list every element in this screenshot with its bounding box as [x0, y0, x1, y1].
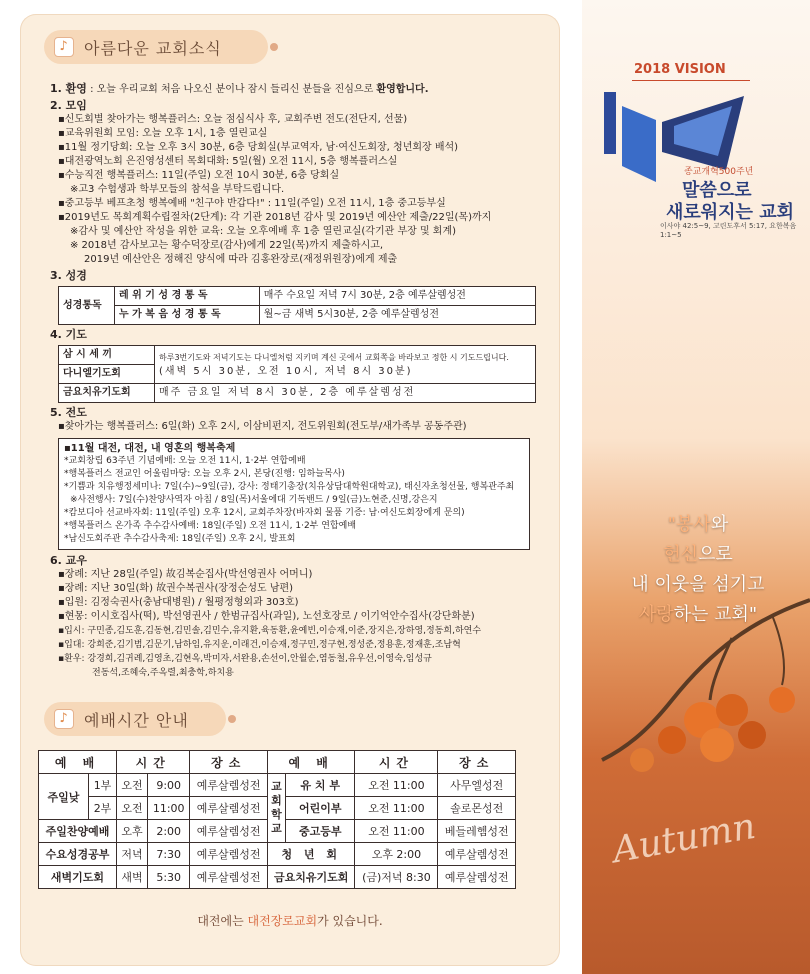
festival-item: *기쁨과 치유행정세미나: 7일(수)~9일(금), 강사: 정태기총장(치유상담대학원대학교), 태신자초청선물, 행복관주최: [64, 482, 515, 492]
member-item: ▪입시: 구민종,김도훈,김동현,김민솔,김민수,유지환,육동환,윤예빈,이승재,이준,장지은,장하영,정동희,하연수: [58, 626, 482, 636]
bible-row-time: 월~금 새벽 5시30분, 2층 예루살렘성전: [259, 306, 535, 325]
persimmon-branch-illustration: [582, 560, 810, 820]
bible-row-name: 누 가 복 음 성 경 통 독: [115, 306, 260, 325]
place: 사무엘성전: [438, 774, 516, 797]
place: 예루살렘성전: [190, 774, 268, 797]
sched-head: 시간: [117, 751, 190, 774]
place: 예루살렘성전: [438, 866, 516, 889]
place: 예루살렘성전: [438, 843, 516, 866]
footer-church-name: 대전장로교회: [247, 914, 318, 928]
season-script: Autumn: [609, 805, 759, 872]
festival-note: ※사전행사: 7일(수)찬양사역자 아침 / 8일(목)서울에대 기독밴드 / 9일(금)노현준,신명,강은지: [70, 495, 438, 505]
vision-subtitle: 종교개혁500주년: [684, 167, 754, 177]
friday-prayer-name: 금요치유기도회: [59, 384, 155, 403]
slogan-line3: 내 이웃을 섬기고: [631, 574, 765, 595]
gathering-item: ▪대전광역노회 은진영성센터 목회대화: 5일(월) 오전 11시, 5층 행복플러스실: [58, 156, 398, 167]
school-label: 교회학교: [267, 774, 285, 843]
member-item: ▪현몽: 이시호집사(떡), 박선영권사 / 한범규집사(과일), 노선호장로 / 이기억안수집사(강단화분): [58, 611, 475, 622]
members-label: 6. 교우: [50, 554, 87, 567]
member-item: ▪환우: 강경희,김귀례,김영초,김현옥,박미자,서완용,손선이,안월순,염동철,유우선,이영숙,임성규: [58, 654, 432, 664]
time: 5:30: [147, 866, 189, 889]
vision-year: 2018 VISION: [634, 62, 726, 77]
ampm: 오전: [117, 797, 148, 820]
gathering-item: ▪중고등부 베프초청 행복예배 "친구야 반갑다!" : 11일(주일) 오전 11시, 1층 중고등부실: [58, 198, 446, 209]
service-name: 수요성경공부: [39, 843, 117, 866]
footer-note: [20, 912, 560, 929]
ampm: 저녁: [117, 843, 148, 866]
header-dot: [228, 715, 236, 723]
member-item: 전동석,조혜숙,주옥렬,최충학,하치용: [92, 668, 234, 678]
gathering-note: 2019년 예산안은 정해진 양식에 따라 김홍완장로(재정위원장)에게 제출: [84, 254, 398, 265]
vision-underline: [632, 80, 750, 81]
sched-head: 예 배: [267, 751, 354, 774]
time: 오전 11:00: [355, 820, 438, 843]
news-content: [50, 82, 550, 680]
bible-row-name: 레 위 기 성 경 통 독: [115, 287, 260, 306]
sched-head: 시간: [355, 751, 438, 774]
gathering-item: ▪11월 정기당회: 오늘 오후 3시 30분, 6층 당회실(부교역자, 남·여신도회장, 청년회장 배석): [58, 142, 459, 153]
prayer-desc: [155, 346, 536, 384]
sched-head: 장소: [190, 751, 268, 774]
time: 오전 11:00: [355, 797, 438, 820]
dept-name: 금요치유기도회: [267, 866, 354, 889]
gathering-note: ※고3 수험생과 학부모들의 참석을 부탁드립니다.: [70, 184, 285, 195]
festival-item: *남신도회주관 추수감사축제: 18일(주일) 오후 2시, 발표회: [64, 534, 296, 544]
gathering-item: ▪2019년도 목회계획수립절차(2단계): 각 기관 2018년 감사 및 2019년 예산안 제출/22일(목)까지: [58, 212, 492, 223]
news-header: [44, 30, 268, 64]
festival-item: *교회창립 63주년 기념예배: 오늘 오전 11시, 1·2부 연합예배: [64, 456, 306, 466]
time: 2:00: [147, 820, 189, 843]
time: 7:30: [147, 843, 189, 866]
dept-name: 중고등부: [285, 820, 354, 843]
header-dot: [270, 43, 278, 51]
church-slogan: "봉사와 헌신으로 내 이웃을 섬기고 사랑하는 교회": [592, 510, 804, 630]
welcome-bold: 환영합니다.: [376, 84, 429, 95]
friday-prayer-time: 매주 금요일 저녁 8시 30분, 2층 예루살렘성전: [155, 384, 536, 403]
festival-title: ▪11월 대전, 대전, 내 영혼의 행복축제: [64, 443, 236, 454]
place: 예루살렘성전: [190, 866, 268, 889]
gathering-label: 2. 모임: [50, 99, 87, 112]
prayer-table: [58, 345, 536, 403]
worship-schedule-table: [38, 750, 516, 889]
prayer-name: 삼 시 세 끼: [59, 346, 155, 365]
footer-post: 가 있습니다.: [317, 914, 383, 928]
place: 예루살렘성전: [190, 843, 268, 866]
vision-verse: 이사야 42:5~9, 고린도후서 5:17, 요한복음 1:1~5: [660, 222, 797, 239]
sched-head: 예 배: [39, 751, 117, 774]
service-name: 새벽기도회: [39, 866, 117, 889]
news-header-title: 아름다운 교회소식: [84, 38, 222, 58]
time: 오전 11:00: [355, 774, 438, 797]
bible-label: 3. 성경: [50, 269, 87, 282]
festival-item: *행복플러스 전교인 어울림마당: 오늘 오후 2시, 본당(진행: 임하늘목사): [64, 469, 345, 479]
gathering-item: ▪신도회별 찾아가는 행복플러스: 오늘 점심식사 후, 교회주변 전도(전단지, 선물): [58, 114, 408, 125]
prayer-label: 4. 기도: [50, 328, 87, 341]
welcome-text: : 오늘 우리교회 처음 나오신 분이나 잠시 들리신 분들을 진심으로: [86, 84, 377, 95]
gathering-item: ▪수능직전 행복플러스: 11일(주일) 오전 10시 30분, 6층 당회실: [58, 170, 340, 181]
service-name: 주일찬양예배: [39, 820, 117, 843]
place: 베들레헴성전: [438, 820, 516, 843]
dept-name: 유 치 부: [285, 774, 354, 797]
place: 예루살렘성전: [190, 797, 268, 820]
part-label: 1부: [89, 774, 117, 797]
bible-table: [58, 286, 536, 325]
gathering-note: ※ 2018년 감사보고는 황수덕장로(감사)에게 22일(목)까지 제출하시고,: [70, 240, 384, 251]
member-item: ▪장례: 지난 28일(주일) 故김복순집사(박선영권사 어머니): [58, 569, 313, 580]
worship-header: [44, 702, 226, 736]
prayer-times: (새벽 5시 30분, 오전 10시, 저녁 8시 30분): [159, 365, 413, 377]
vision-motto-line2: 새로워지는 교회: [666, 202, 794, 223]
music-note-icon: ♪: [54, 37, 74, 57]
festival-item: *캄보디아 선교바자회: 11일(주일) 오후 12시, 교회주차장(바자회 물품 기증: 남·여신도회장에게 문의): [64, 508, 465, 518]
time: 9:00: [147, 774, 189, 797]
music-note-icon: ♪: [54, 709, 74, 729]
ampm: 오후: [117, 820, 148, 843]
prayer-desc-text: 하루3번기도와 저녁기도는 다니엘처럼 지키며 계신 곳에서 교회쪽을 바라보고 정한 시 기도드립니다.: [159, 352, 509, 362]
welcome-label: 1. 환영: [50, 82, 87, 95]
festival-box: [58, 438, 530, 550]
prayer-name: 다니엘기도회: [59, 365, 155, 384]
church-news-panel: [20, 14, 560, 966]
time: 11:00: [147, 797, 189, 820]
dept-name: 청 년 회: [267, 843, 354, 866]
evangelism-item: ▪찾아가는 행복플러스: 6일(화) 오후 2시, 이삼비펀지, 전도위원회(전도부/새가족부 공동주관): [58, 421, 467, 432]
time: (금)저녁 8:30: [355, 866, 438, 889]
bible-group: 성경통독: [59, 287, 115, 325]
worship-header-title: 예배시간 안내: [84, 710, 189, 730]
welcome-line: [50, 82, 550, 97]
member-item: ▪입대: 강희준,김기범,김문기,남하임,유지운,이래건,이승재,정구민,정구현,정성준,정용훈,정재훈,조남혁: [58, 640, 461, 650]
sched-head: 장소: [438, 751, 516, 774]
bible-row-time: 매주 수요일 저녁 7시 30분, 2층 예루살렘성전: [259, 287, 535, 306]
evangelism-label: 5. 전도: [50, 406, 87, 419]
time: 오후 2:00: [355, 843, 438, 866]
gathering-item: ▪교육위원회 모임: 오늘 오후 1시, 1층 열린교실: [58, 128, 268, 139]
footer-pre: 대전에는: [197, 914, 248, 928]
ampm: 오전: [117, 774, 148, 797]
place: 예루살렘성전: [190, 820, 268, 843]
part-label: 2부: [89, 797, 117, 820]
vision-cover-panel: [582, 0, 810, 974]
festival-item: *행복플러스 온가족 추수감사예배: 18일(주일) 오전 11시, 1·2부 연합예배: [64, 521, 357, 531]
ampm: 새벽: [117, 866, 148, 889]
gathering-note: ※감사 및 예산안 작성을 위한 교육: 오늘 오후예배 후 1층 열린교실(각기관 부장 및 회계): [70, 226, 457, 237]
dept-name: 어린이부: [285, 797, 354, 820]
sunday-label: 주일낮: [39, 774, 89, 820]
member-item: ▪장례: 지난 30일(화) 故권수복권사(장정순성도 남편): [58, 583, 294, 594]
vision-motto-line1: 말씀으로: [682, 180, 752, 201]
place: 솔로몬성전: [438, 797, 516, 820]
member-item: ▪입원: 김정숙권사(충남대병원) / 월평정형외과 303호): [58, 597, 299, 608]
